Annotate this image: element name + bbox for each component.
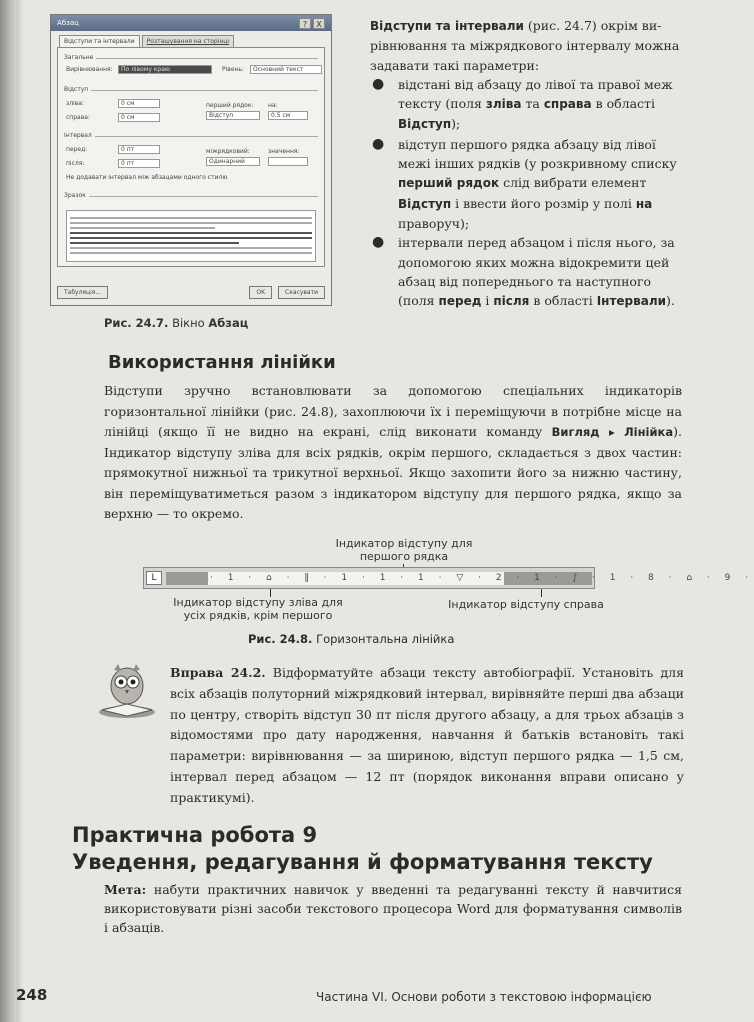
ok-button[interactable]: OK: [249, 286, 272, 299]
label-left-indicator: Індикатор відступу зліва для усіх рядків, крім першого: [173, 596, 343, 622]
practical-title: Практична робота 9 Уведення, редагування й форматування тексту: [72, 823, 653, 874]
horizontal-ruler[interactable]: [143, 567, 754, 589]
label-right-indicator: Індикатор відступу справа: [448, 598, 604, 611]
list-item: ● відступ першого рядка абзацу від лівої межі інших рядків (у розкривному списку перший рядок слід вибрати елемент Відступ і ввести його розмір у полі на праворуч);: [372, 135, 677, 231]
align-label: Вирівнювання:: [66, 66, 113, 73]
first-line-select[interactable]: Відступ: [206, 111, 260, 120]
label-first-line-indicator: Індикатор відступу для першого рядка: [335, 537, 473, 563]
group-spacing-label: Інтервал: [64, 132, 95, 139]
section-heading: Використання лінійки: [108, 352, 336, 373]
tabs-button[interactable]: Табуляція...: [57, 286, 108, 299]
before-input[interactable]: 0 пт: [118, 145, 160, 154]
list-item: ● відстані від абзацу до лівої та правої меж тексту (поля зліва та справа в області Відступ);: [372, 75, 673, 132]
left-indent-input[interactable]: 0 см: [118, 99, 160, 108]
on-label: на:: [268, 102, 278, 109]
paragraph-dialog-figure: [50, 14, 332, 306]
before-label: перед:: [66, 146, 88, 153]
fig2-caption: Рис. 24.8. Горизонтальна лінійка: [248, 632, 455, 646]
page-number: 248: [16, 986, 48, 1004]
group-general-label: Загальне: [64, 54, 96, 61]
after-input[interactable]: 0 пт: [118, 159, 160, 168]
first-line-label: перший рядок:: [206, 102, 254, 109]
align-select[interactable]: По лівому краю: [118, 65, 212, 74]
pointer-line: [541, 589, 542, 597]
right-column-text: [370, 16, 682, 311]
tab-selector-icon[interactable]: L: [146, 571, 162, 585]
dialog-title: Абзац: [57, 19, 79, 27]
on-input[interactable]: 0,5 см: [268, 111, 308, 120]
tab-indents-spacing[interactable]: Відступи та інтервали: [59, 35, 140, 47]
dialog-title-bar: [51, 15, 331, 31]
left-indent-label: зліва:: [66, 100, 84, 107]
value-input[interactable]: [268, 157, 308, 166]
parameter-list: [370, 75, 682, 312]
group-sample-label: Зразок: [64, 192, 89, 199]
value-label: значення:: [268, 148, 300, 155]
tab-page-layout[interactable]: Розташування на сторінці: [142, 35, 234, 47]
level-label: Рівень:: [222, 66, 244, 73]
book-spine: [0, 0, 16, 1022]
list-item: ● інтервали перед абзацом і після нього, за допомогою яких можна відокремити цей абзац від попереднього та наступного (поля перед і після в області Інтервали).: [372, 234, 675, 309]
exercise-paragraph: Вправа 24.2. Відформатуйте абзаци тексту автобіографії. Установіть для всіх абзаців полуторний міжрядковий інтервал, вирівняйте перші два абзаци по центру, створіть відступ 30 пт після другого абзацу, а для трьох абзаців з відомостями про дату народження, навчання й батьків встановіть такі параметри: вирівнювання — за шириною, відступ першого рядка — 1,5 см, інтервал перед абзацом — 12 пт (порядок виконання вправи описано у практикумі).: [170, 665, 684, 805]
goal-paragraph: Мета: набути практичних навичок у введенні та редагуванні тексту й навчитися використовувати різні засоби текстового процесора Word для форматування символів і абзаців.: [104, 882, 682, 935]
close-icon[interactable]: X: [313, 18, 325, 29]
help-icon[interactable]: ?: [299, 18, 311, 29]
page-edge: [16, 0, 24, 1022]
level-select[interactable]: Основний текст: [250, 65, 322, 74]
section-paragraph: Відступи зручно встановлювати за допомогою спеціальних індикаторів горизонтальної лінійки (рис. 24.8), захоплюючи їх і переміщуючи в потрібне місце на лінійці (якщо її не видно на екрані, слід виконати команду Вигляд ▸ Лінійка). Індикатор відступу зліва для всіх рядків, окрім першого, складається з двох частин: прямокутної нижньої та трикутної верхньої. Якщо захопити його за нижню частину, він переміщуватиметься разом з індикатором відступу для першого рядка, якщо за верхню — то окремо.: [104, 383, 682, 521]
line-spacing-select[interactable]: Одинарний: [206, 157, 260, 166]
exercise-label: Вправа 24.2.: [170, 665, 266, 680]
cancel-button[interactable]: Скасувати: [278, 286, 325, 299]
right-indent-label: справа:: [66, 114, 90, 121]
intro-paragraph: Відступи та інтервали (рис. 24.7) окрім вирівнювання та міжрядкового інтервалу можна задавати такі параметри:: [370, 18, 680, 73]
fig1-caption: Рис. 24.7. Вікно Абзац: [104, 316, 249, 330]
group-indent-label: Відступ: [64, 86, 91, 93]
running-footer: Частина VI. Основи роботи з текстовою інформацією: [316, 990, 652, 1004]
ruler-ticks: · 1 · ⌂ · ‖ · 1 · 1 · 1 · ▽ · 2 · 1 · ∫ · 1 · 8 · ⌂ · 9 ·: [210, 573, 754, 583]
right-indent-input[interactable]: 0 см: [118, 113, 160, 122]
menu-command: Вигляд ▸ Лінійка: [551, 425, 674, 439]
dialog-body: [57, 47, 325, 267]
sample-preview: [66, 210, 316, 262]
after-label: після:: [66, 160, 85, 167]
line-spacing-label: міжрядковий:: [206, 148, 250, 155]
no-space-checkbox-label[interactable]: Не додавати інтервал між абзацами одного стилю: [66, 174, 228, 181]
